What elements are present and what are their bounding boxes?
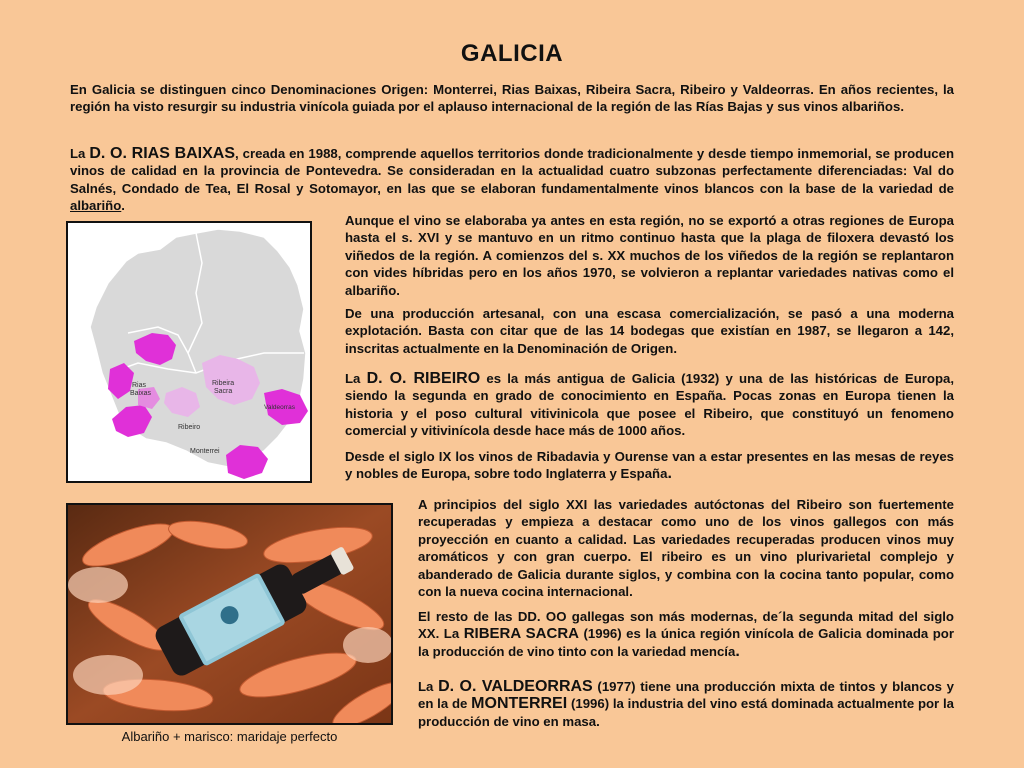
photo-caption: Albariño + marisco: maridaje perfecto: [121, 729, 338, 744]
valdeorras-heading: D. O. VALDEORRAS: [438, 678, 593, 695]
rias-baixas-heading: D. O. RIAS BAIXAS: [89, 145, 236, 162]
xxi-century-paragraph: A principios del siglo XXI las variedades autóctonas del Ribeiro son fuertemente recuperadas y empieza a destacar como uno de los vinos gallegos con más proyección en cuanto a calidad. Las variedades recuperadas producen vinos muy aromáticos y con gran cuerpo. El ribeiro es un vino plurivarietal complejo y abanderado de Galicia durante siglos, y combina con la cocina tanto popular, como con la nueva cocina internacional.: [418, 497, 954, 600]
map-label-ribeira-sacra: Ribeira Sacra: [212, 380, 235, 395]
export-history-paragraph: Aunque el vino se elaboraba ya antes en esta región, no se exportó a otras regiones de Europa hasta el s. XVI y se mantuvo en un ritmo continuo hasta que la plaga de filoxera devastó los viñedos de la región. A comienzos del s. XX muchos de los viñedos de la región se replantaron con vides híbridas pero en los años 1970, se volvieron a replantar variedades nativas como el albariño.: [345, 213, 954, 298]
map-label-rias-baixas: Rias Baixas: [130, 382, 152, 397]
ribeiro-paragraph: La D. O. RIBEIRO es la más antigua de Galicia (1932) y una de las históricas de Europa, siendo la segunda en grado de conocimiento en España. Pocas zonas en Europa tienen la historia y el poso cultural vitivinicola que posee el Ribeiro, que constituyó un fenomeno comercial y vitivinícola desde hace más de 1000 años.: [345, 370, 955, 439]
valdeorras-paragraph: La D. O. VALDEORRAS (1977) tiene una producción mixta de tintos y blancos y en la de MONTERREI (1996) la industria del vino está dominada actualmente por la producción de vino en masa.: [418, 678, 954, 729]
page-title: GALICIA: [460, 40, 564, 67]
albarino-link[interactable]: albariño: [70, 198, 122, 214]
ribera-sacra-heading: RIBERA SACRA: [463, 625, 579, 643]
ribera-sacra-paragraph: El resto de las DD. OO gallegas son más modernas, de´la segunda mitad del siglo XX. La RIBERA SACRA (1996) es la única región vinícola de Galicia dominada por la producción de vino tinto con la variedad mencía.: [418, 609, 954, 660]
galicia-do-map: [66, 221, 312, 483]
production-paragraph: De una producción artesanal, con una escasa comercialización, se pasó a una moderna explotación. Basta con citar que de las 14 bodegas que existían en 1987, se llegaron a 142, inscritas actualmente en la Denominación de Origen.: [345, 306, 954, 356]
photo-graphic: [68, 505, 391, 723]
map-label-monterrei: Monterrei: [190, 448, 220, 455]
wine-seafood-photo: [66, 503, 393, 725]
map-label-valdeorras: Valdeorras: [264, 404, 295, 411]
ribeiro-heading: D. O. RIBEIRO: [366, 370, 481, 387]
map-label-ribeiro: Ribeiro: [178, 424, 201, 431]
rias-baixas-paragraph: La D. O. RIAS BAIXAS, creada en 1988, comprende aquellos territorios donde tradicionalmente y desde tiempo inmemorial, se producen vinos de calidad en la provincia de Pontevedra. Se consideradan en la actualidad cuatro subzonas perfectamente diferenciadas: Val do Salnés, Condado de Tea, El Rosal y Sotomayor, en las que se elaboran fundamentalmente vinos blancos con la base de la variedad de albariño.: [70, 145, 954, 214]
ribadavia-paragraph: Desde el siglo IX los vinos de Ribadavia y Ourense van a estar presentes en las mesas de reyes y nobles de Europa, sobre todo Inglaterra y España.: [345, 449, 954, 483]
monterrei-heading: MONTERREI: [471, 695, 568, 713]
map-graphic: [68, 223, 310, 481]
intro-paragraph: En Galicia se distinguen cinco Denominaciones Origen: Monterrei, Rias Baixas, Ribeira Sacra, Ribeiro y Valdeorras. En años recientes, la región ha visto resurgir su industria vinícola guiada por el aplauso internacional de la región de las Rías Bajas y sus vinos albariños.: [70, 82, 954, 115]
